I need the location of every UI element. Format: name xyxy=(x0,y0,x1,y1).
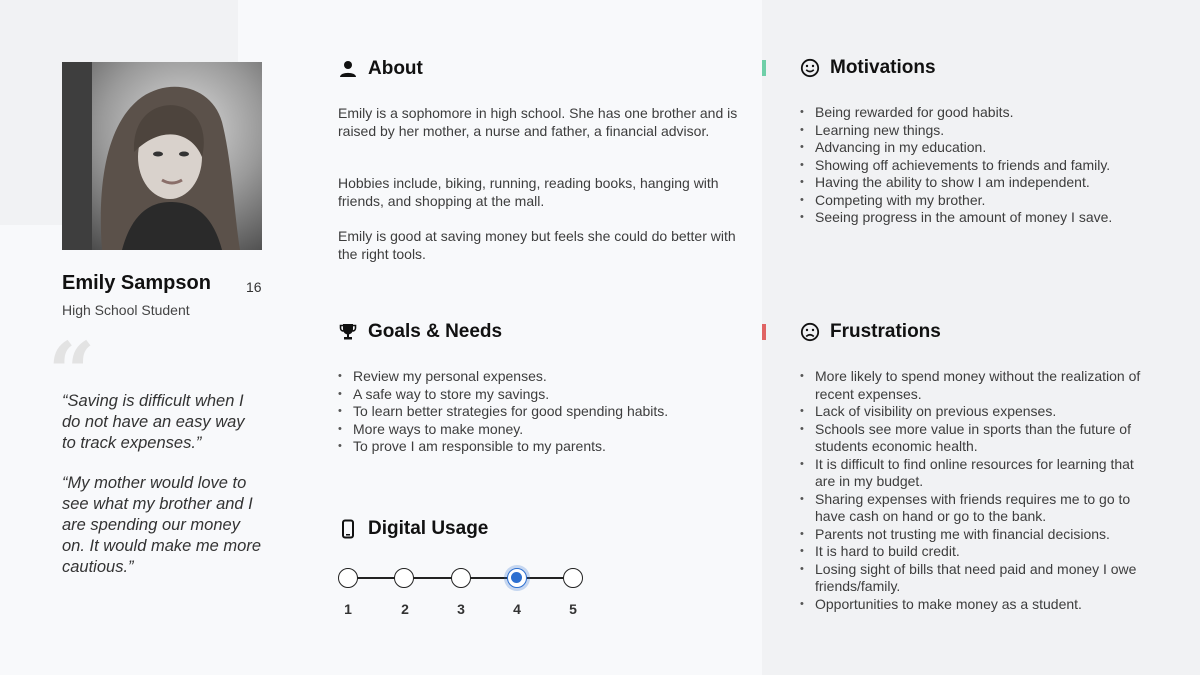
persona-quote: “Saving is difficult when I do not have an easy way to track expenses.” xyxy=(62,392,245,452)
list-item: • A safe way to store my savings. xyxy=(338,386,738,404)
list-item: • Seeing progress in the amount of money I save. xyxy=(800,209,1170,227)
list-item: • Sharing expenses with friends requires me to go to have cash on hand or go to the bank. xyxy=(800,491,1145,526)
motivations-heading xyxy=(800,57,936,79)
scale-dot-3[interactable] xyxy=(451,568,471,588)
frustrations-heading xyxy=(800,321,941,343)
smiley-face-icon xyxy=(800,58,820,78)
about-paragraph: Hobbies include, biking, running, reading books, hanging with friends, and shopping at the mall. xyxy=(338,175,719,209)
frustrations-accent-bar xyxy=(762,324,766,340)
list-item: • Being rewarded for good habits. xyxy=(800,104,1170,122)
scale-label: 4 xyxy=(513,601,521,617)
list-item: • To learn better strategies for good spending habits. xyxy=(338,403,738,421)
digital-usage-heading xyxy=(338,518,488,540)
goals-list xyxy=(338,368,738,456)
list-item: • Having the ability to show I am independent. xyxy=(800,174,1170,192)
motivations-accent-bar xyxy=(762,60,766,76)
scale-label: 3 xyxy=(457,601,465,617)
list-item: • Losing sight of bills that need paid and money I owe friends/family. xyxy=(800,561,1145,596)
list-item: • Showing off achievements to friends and family. xyxy=(800,157,1170,175)
list-item: • Parents not trusting me with financial decisions. xyxy=(800,526,1145,544)
persona-name: Emily Sampson xyxy=(62,272,211,294)
list-item: • To prove I am responsible to my parents. xyxy=(338,438,738,456)
list-item: • Schools see more value in sports than the future of students economic health. xyxy=(800,421,1145,456)
scale-dot-4-selected[interactable] xyxy=(507,568,527,588)
persona-age: 16 xyxy=(246,279,262,295)
persona-role: High School Student xyxy=(62,302,190,318)
list-item: • Lack of visibility on previous expenses. xyxy=(800,403,1145,421)
digital-usage-title: Digital Usage xyxy=(368,518,489,539)
frustrations-title: Frustrations xyxy=(830,321,941,342)
about-paragraph: Emily is a sophomore in high school. She has one brother and is raised by her mother, a nurse and father, a financial advisor. xyxy=(338,105,738,139)
list-item: • More ways to make money. xyxy=(338,421,738,439)
scale-label: 5 xyxy=(569,601,577,617)
frowning-face-icon xyxy=(800,322,820,342)
scale-dot-2[interactable] xyxy=(394,568,414,588)
list-item: • Advancing in my education. xyxy=(800,139,1170,157)
list-item: • Competing with my brother. xyxy=(800,192,1170,210)
digital-usage-scale xyxy=(338,565,588,625)
list-item: • Opportunities to make money as a student. xyxy=(800,596,1145,614)
motivations-list xyxy=(800,104,1170,227)
about-title: About xyxy=(368,58,423,79)
quote-mark-icon: “ xyxy=(48,325,96,421)
scale-label: 2 xyxy=(401,601,409,617)
frustrations-list xyxy=(800,368,1145,613)
scale-dot-1[interactable] xyxy=(338,568,358,588)
trophy-icon xyxy=(338,322,358,342)
goals-heading xyxy=(338,321,502,343)
smartphone-icon xyxy=(338,519,358,539)
list-item: • It is hard to build credit. xyxy=(800,543,1145,561)
list-item: • Learning new things. xyxy=(800,122,1170,140)
profile-photo xyxy=(62,62,262,250)
about-heading xyxy=(338,58,423,80)
person-icon xyxy=(338,59,358,79)
scale-label: 1 xyxy=(344,601,352,617)
list-item: • More likely to spend money without the realization of recent expenses. xyxy=(800,368,1145,403)
goals-title: Goals & Needs xyxy=(368,321,503,342)
about-paragraph: Emily is good at saving money but feels she could do better with the right tools. xyxy=(338,228,736,262)
persona-quote: “My mother would love to see what my brother and I are spending our money on. It would make me more cautious.” xyxy=(62,474,261,576)
list-item: • Review my personal expenses. xyxy=(338,368,738,386)
scale-dot-5[interactable] xyxy=(563,568,583,588)
list-item: • It is difficult to find online resources for learning that are in my budget. xyxy=(800,456,1145,491)
motivations-title: Motivations xyxy=(830,57,936,78)
